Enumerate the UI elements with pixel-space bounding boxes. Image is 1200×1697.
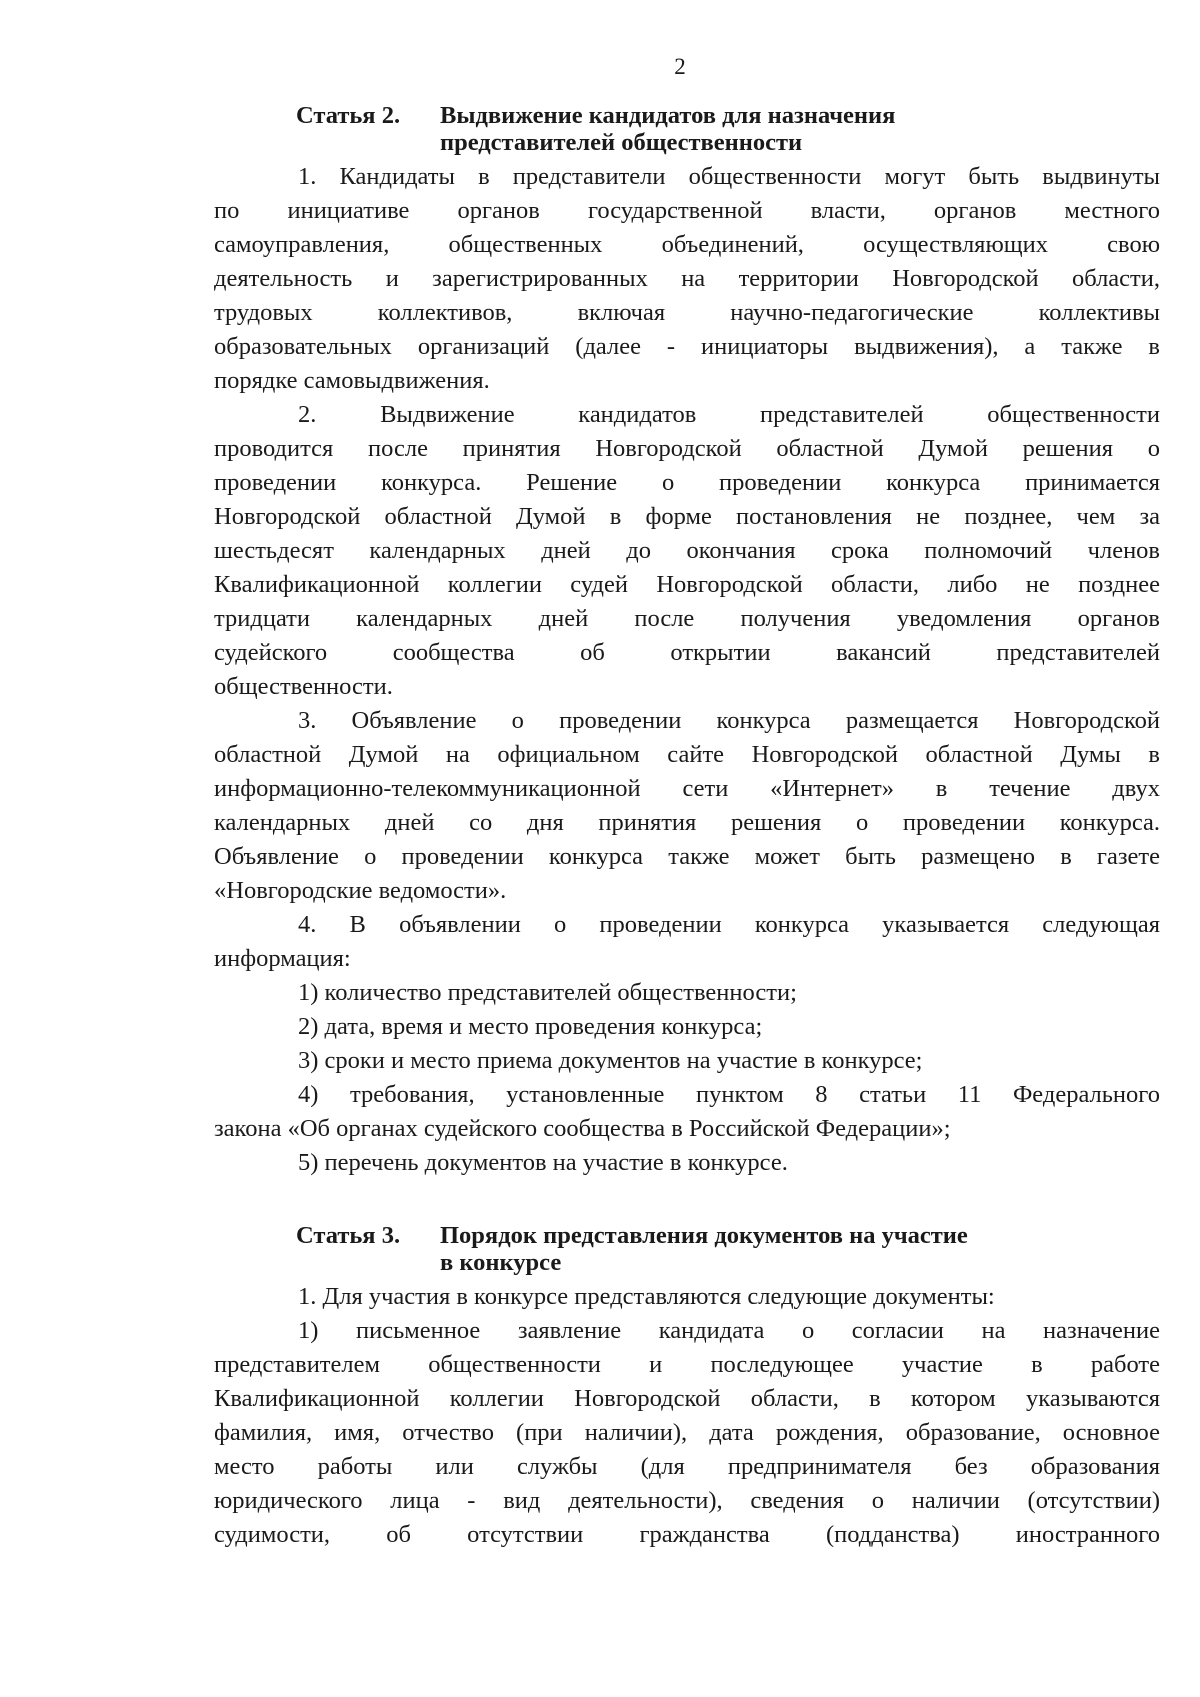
text-line: 4. В объявлении о проведении конкурса указывается следующая (298, 911, 1160, 938)
text-line: 1) письменное заявление кандидата о согласии на назначение (298, 1317, 1160, 1344)
text-line: Квалификационной коллегии Новгородской области, в котором указываются (214, 1385, 1160, 1412)
text-line: судимости, об отсутствии гражданства (подданства) иностранного (214, 1521, 1160, 1548)
text-line: 2) дата, время и место проведения конкурса; (298, 1013, 763, 1040)
text-line: информация: (214, 945, 351, 972)
text-line: календарных дней со дня принятия решения о проведении конкурса. (214, 809, 1160, 836)
text-line: Новгородской областной Думой в форме постановления не позднее, чем за (214, 503, 1160, 530)
text-line: проведении конкурса. Решение о проведении конкурса принимается (214, 469, 1160, 496)
text-line: 2. Выдвижение кандидатов представителей общественности (298, 401, 1160, 428)
text-line: шестьдесят календарных дней до окончания срока полномочий членов (214, 537, 1160, 564)
text-line: юридического лица - вид деятельности), сведения о наличии (отсутствии) (214, 1487, 1160, 1514)
text-line: представителем общественности и последующее участие в работе (214, 1351, 1160, 1378)
text-line: областной Думой на официальном сайте Новгородской областной Думы в (214, 741, 1160, 768)
text-line: 4) требования, установленные пунктом 8 статьи 11 Федерального (298, 1081, 1160, 1108)
text-line: общественности. (214, 673, 393, 700)
text-line: самоуправления, общественных объединений, осуществляющих свою (214, 231, 1160, 258)
text-line: 3. Объявление о проведении конкурса размещается Новгородской (298, 707, 1160, 734)
text-line: фамилия, имя, отчество (при наличии), дата рождения, образование, основное (214, 1419, 1160, 1446)
page-number: 2 (674, 54, 686, 79)
text-line: трудовых коллективов, включая научно-педагогические коллективы (214, 299, 1160, 326)
article-3-label: Статья 3. (296, 1222, 401, 1249)
text-line: 1. Для участия в конкурсе представляются следующие документы: (298, 1283, 995, 1310)
text-line: порядке самовыдвижения. (214, 367, 490, 394)
text-line: 1) количество представителей общественности; (298, 979, 797, 1006)
text-line: деятельность и зарегистрированных на территории Новгородской области, (214, 265, 1160, 292)
text-line: 1. Кандидаты в представители общественности могут быть выдвинуты (298, 163, 1160, 190)
article-2-heading (296, 102, 1126, 156)
text-line: закона «Об органах судейского сообщества в Российской Федерации»; (214, 1115, 951, 1142)
text-line: информационно-телекоммуникационной сети «Интернет» в течение двух (214, 775, 1160, 802)
text-line: «Новгородские ведомости». (214, 877, 507, 904)
text-line: 3) сроки и место приема документов на участие в конкурсе; (298, 1047, 923, 1074)
text-line: Квалификационной коллегии судей Новгородской области, либо не позднее (214, 571, 1160, 598)
text-line: судейского сообщества об открытии вакансий представителей (214, 639, 1160, 666)
article-3-title-line: в конкурсе (440, 1249, 562, 1276)
text-line: 5) перечень документов на участие в конкурсе. (298, 1149, 788, 1176)
text-line: место работы или службы (для предпринимателя без образования (214, 1453, 1160, 1480)
article-2-title-line: Выдвижение кандидатов для назначения (440, 102, 896, 129)
text-line: образовательных организаций (далее - инициаторы выдвижения), а также в (214, 333, 1160, 360)
text-line: тридцати календарных дней после получения уведомления органов (214, 605, 1160, 632)
text-line: по инициативе органов государственной власти, органов местного (214, 197, 1160, 224)
article-3-heading (296, 1222, 1126, 1276)
text-line: Объявление о проведении конкурса также может быть размещено в газете (214, 843, 1160, 870)
article-3-title-line: Порядок представления документов на участие (440, 1222, 968, 1249)
article-2-title-line: представителей общественности (440, 129, 803, 156)
article-2-label: Статья 2. (296, 102, 401, 129)
text-line: проводится после принятия Новгородской областной Думой решения о (214, 435, 1160, 462)
